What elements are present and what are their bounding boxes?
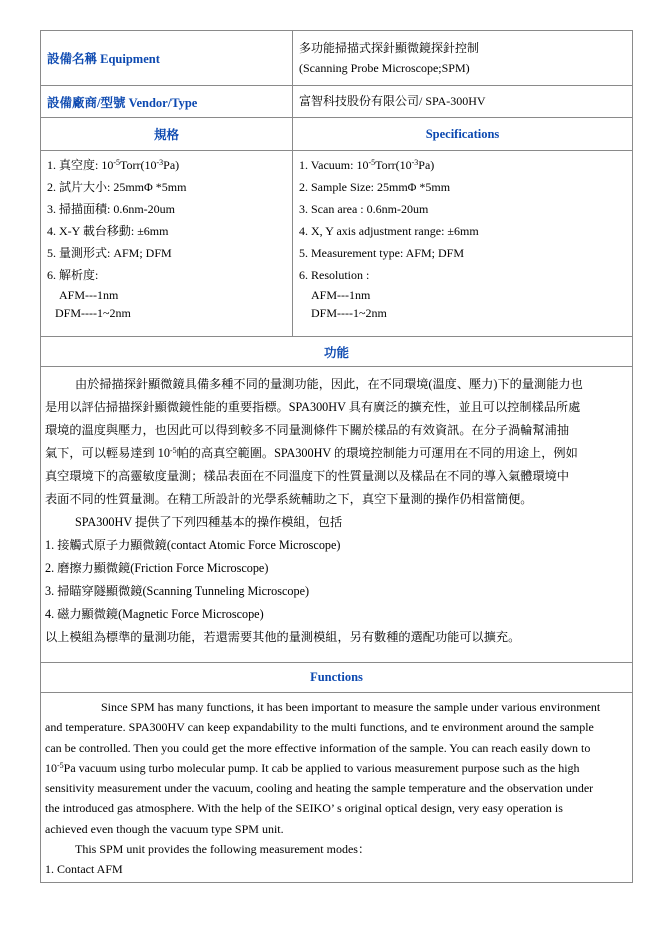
function-zh-item-2: 2. 磨擦力顯微鏡(Friction Force Microscope) [45, 561, 269, 575]
function-zh-line-1: 由於掃描探針顯微鏡具備多種不同的量測功能，因此，在不同環境(溫度、壓力)下的量測能力也 [75, 377, 583, 391]
function-text-en [41, 693, 633, 883]
function-zh-outro: 以上模組為標準的量測功能，若還需要其他的量測模組，另有數種的選配功能可以擴充。 [45, 630, 521, 644]
equipment-table [40, 30, 633, 883]
vendor-value: 富智科技股份有限公司/ SPA-300HV [293, 86, 633, 118]
spec-en-xy: 4. X, Y axis adjustment range: ±6mm [299, 224, 479, 238]
spec-en-mode: 5. Measurement type: AFM; DFM [299, 246, 464, 260]
equipment-name-en: (Scanning Probe Microscope;SPM) [299, 61, 470, 75]
spec-list-en [293, 151, 633, 337]
function-zh-item-1: 1. 接觸式原子力顯微鏡(contact Atomic Force Microscope) [45, 538, 341, 552]
equipment-name-label: 設備名稱 Equipment [41, 31, 293, 86]
function-en-line-7: achieved even though the vacuum type SPM unit. [45, 821, 284, 836]
equipment-name-zh: 多功能掃描式探針顯微鏡探針控制 [299, 41, 480, 55]
spec-zh-xy: 4. X-Y 載台移動: ±6mm [47, 224, 169, 238]
spec-zh-scan: 3. 掃描面積: 0.6nm-20um [47, 202, 175, 216]
vendor-label: 設備廠商/型號 Vendor/Type [41, 86, 293, 118]
function-zh-line-5: 真空環境下的高靈敏度量測；樣品表面在不同溫度下的性質量測以及樣品在不同的導入氣體環境中 [45, 469, 570, 483]
spec-en-dfm: DFM----1~2nm [311, 306, 387, 320]
spec-zh-size: 2. 試片大小: 25mmΦ *5mm [47, 180, 187, 194]
function-en-line-6: the introduced gas atmosphere. With the help of the SEIKO’ s original optical design, very easy operation is [45, 801, 563, 816]
function-header-zh: 功能 [41, 337, 633, 367]
function-zh-line-3: 環境的溫度與壓力，也因此可以得到較多不同量測條件下關於樣品的有效資訊。在分子渦輪幫浦抽 [45, 423, 570, 437]
spec-zh-afm: AFM---1nm [59, 288, 119, 302]
spec-en-afm: AFM---1nm [311, 288, 371, 302]
function-en-line-3: can be controlled. Then you could get the more effective information of the sample. You can reach easily down to [45, 740, 591, 755]
function-en-line-1: Since SPM has many functions, it has been important to measure the sample under various environment [101, 700, 601, 714]
function-en-item-1: 1. Contact AFM [45, 862, 123, 877]
spec-en-resolution: 6. Resolution : [299, 268, 370, 282]
spec-header-zh: 規格 [41, 118, 293, 151]
function-en-line-4: $10^{-5}Pa$ vacuum using turbo molecular pump. It cab be applied to various measurement purpose such as the high [45, 760, 580, 775]
spec-zh-mode: 5. 量測形式: AFM; DFM [47, 246, 172, 260]
spec-header-en: Specifications [293, 118, 633, 151]
function-header-en: Functions [41, 663, 633, 693]
function-zh-line-4: 氣下，可以輕易達到 $10^{-5}$帕的高真空範圍。SPA300HV 的環境控制能力可運用在不同的用途上，例如 [45, 446, 578, 460]
function-en-intro: This SPM unit provides the following measurement modes： [75, 842, 370, 857]
function-zh-item-3: 3. 掃瞄穿隧顯微鏡(Scanning Tunneling Microscope) [45, 584, 310, 598]
spec-zh-vacuum: 1. 真空度: $10^{-5}Torr(10^{-3}Pa)$ [47, 158, 180, 172]
spec-en-scan: 3. Scan area : 0.6nm-20um [299, 202, 429, 216]
function-en-line-2: and temperature. SPA300HV can keep expandability to the multi functions, and te environment around the sample [45, 720, 594, 735]
function-text-zh [41, 367, 633, 663]
equipment-name-value [293, 31, 633, 86]
spec-en-vacuum: 1. Vacuum: $10^{-5}Torr(10^{-3}Pa)$ [299, 158, 435, 172]
spec-zh-dfm: DFM----1~2nm [55, 306, 131, 320]
spec-en-size: 2. Sample Size: 25mmΦ *5mm [299, 180, 451, 194]
function-zh-intro: SPA300HV 提供了下列四種基本的操作模組，包括 [75, 515, 343, 529]
function-zh-line-2: 是用以評估掃描探針顯微鏡性能的重要指標。SPA300HV 具有廣泛的擴充性，並且可以控制樣品所處 [45, 400, 581, 414]
function-zh-line-6: 表面不同的性質量測。在精工所設計的光學系統輔助之下，真空下量測的操作仍相當簡便。 [45, 492, 533, 506]
spec-zh-resolution: 6. 解析度: [47, 268, 99, 282]
function-en-line-5: sensitivity measurement under the vacuum, cooling and heating the sample temperature and the observation under [45, 781, 594, 796]
spec-list-zh [41, 151, 293, 337]
function-zh-item-4: 4. 磁力顯微鏡(Magnetic Force Microscope) [45, 607, 264, 621]
